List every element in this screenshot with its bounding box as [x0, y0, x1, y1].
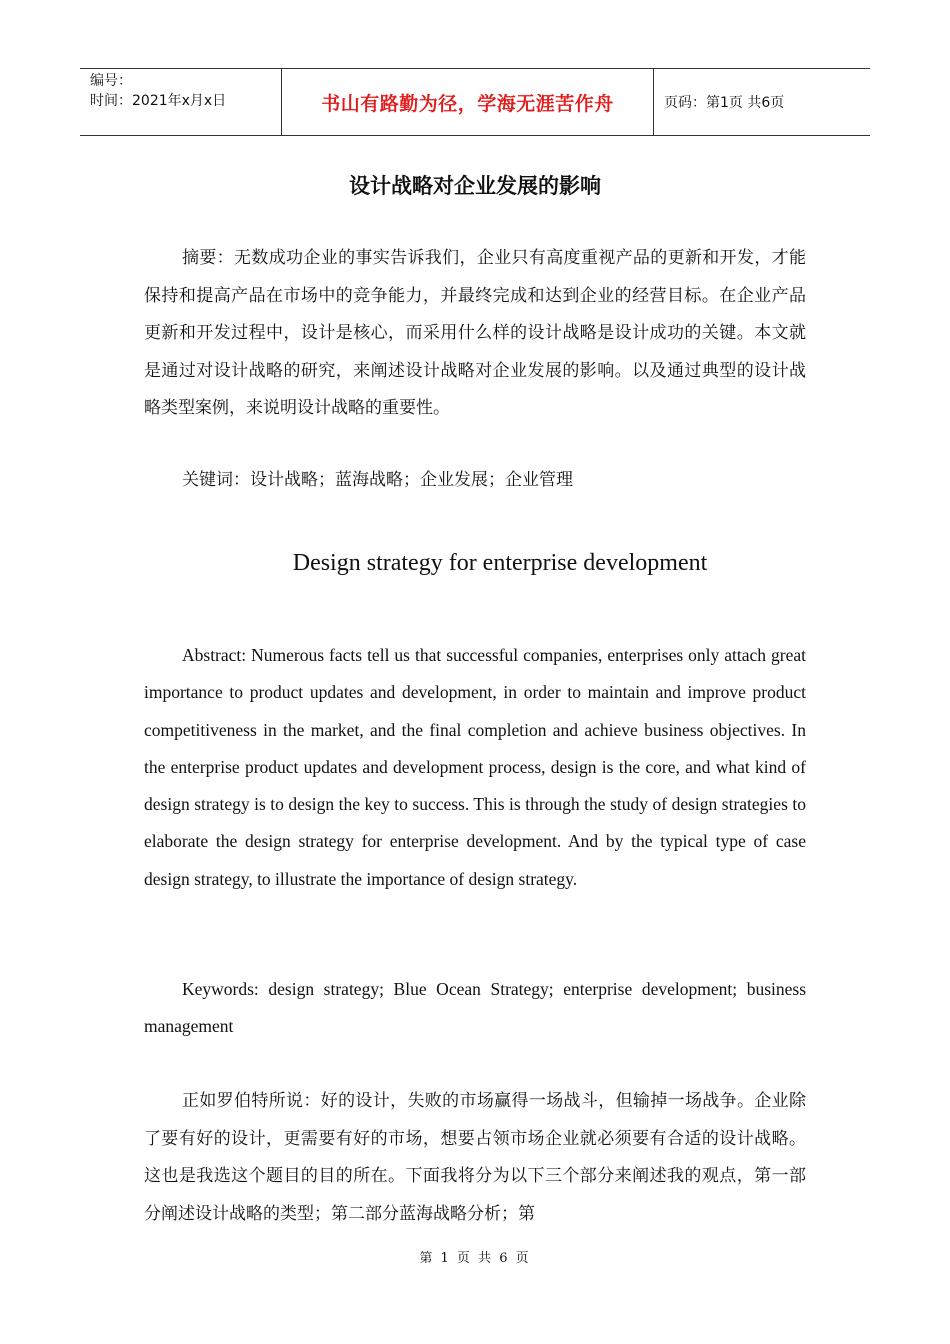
page-footer: 第 1 页 共 6 页 [419, 1251, 531, 1266]
keywords-en: Keywords: design strategy; Blue Ocean Strategy; enterprise development; business management [144, 979, 806, 1037]
english-title: Design strategy for enterprise development [292, 550, 708, 576]
number-label: 编号： [90, 73, 132, 89]
intro-paragraph: 正如罗伯特所说：好的设计，失败的市场赢得一场战斗，但输掉一场战争。企业除了要有好的设计，更需要有好的市场，想要占领市场企业就必须要有合适的设计战略。这也是我选这个题目的目的所在。下面我将分为以下三个部分来阐述我的观点，第一部分阐述设计战略的类型；第二部分蓝海战略分析；第 [144, 1091, 806, 1224]
page-header [80, 68, 870, 136]
header-motto: 书山有路勤为径，学海无涯苦作舟 [321, 92, 614, 115]
abstract-en: Abstract: Numerous facts tell us that successful companies, enterprises only attach great importance to product updates and development, in order to maintain and improve product competitiveness in the market, and the final completion and achieve business objectives. In the enterprise product updates and development process, design is the core, and what kind of design strategy is to design the key to success. This is through the study of design strategies to elaborate the design strategy for enterprise development. And by the typical type of case design strategy, to illustrate the importance of design strategy. [144, 645, 806, 889]
header-meta [80, 69, 281, 135]
header-page-info: 页码：第1页 共6页 [664, 95, 785, 111]
document-title: 设计战略对企业发展的影响 [349, 174, 601, 198]
keywords-cn: 关键词：设计战略；蓝海战略；企业发展；企业管理 [182, 470, 573, 490]
abstract-cn: 摘要：无数成功企业的事实告诉我们，企业只有高度重视产品的更新和开发，才能保持和提高产品在市场中的竞争能力，并最终完成和达到企业的经营目标。在企业产品更新和开发过程中，设计是核心，而采用什么样的设计战略是设计成功的关键。本文就是通过对设计战略的研究，来阐述设计战略对企业发展的影响。以及通过典型的设计战略类型案例，来说明设计战略的重要性。 [144, 248, 806, 418]
time-label: 时间：2021年x月x日 [90, 93, 227, 109]
header-motto-cell [281, 69, 654, 135]
